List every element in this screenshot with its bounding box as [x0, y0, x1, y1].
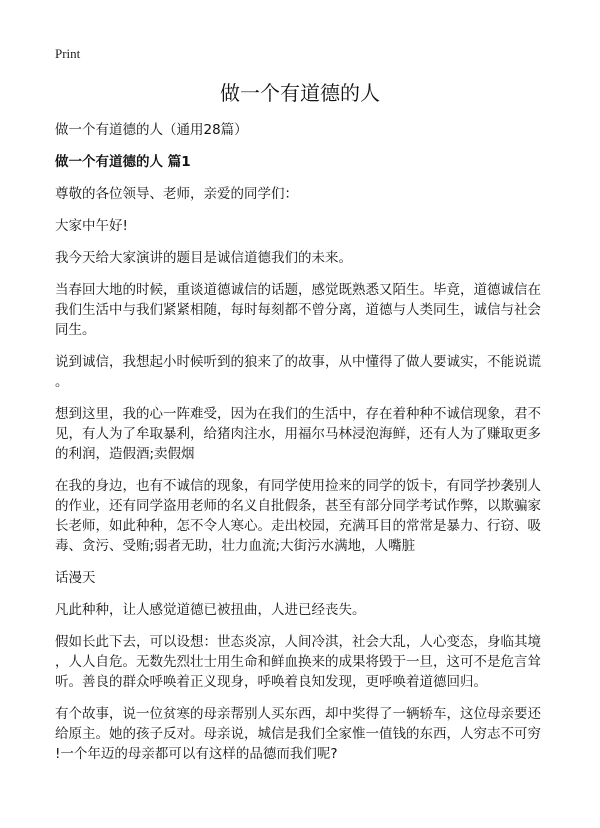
section-heading: 做一个有道德的人 篇1 [55, 154, 191, 170]
paragraph-line: 尊敬的各位领导、老师，亲爱的同学们： [55, 186, 298, 202]
paragraph [55, 568, 565, 588]
paragraph-line: 的作业，还有同学盗用老师的名义自批假条，甚至有部分同学考试作弊，以欺骗家 [55, 498, 541, 514]
print-link[interactable]: Print [55, 46, 81, 61]
paragraph-line: 当春回大地的时候，重谈道德诚信的话题，感觉既熟悉又陌生。毕竟，道德诚信在 [55, 282, 541, 298]
paragraph-line: 给原主。她的孩子反对。母亲说，城信是我们全家惟一值钱的东西，人穷志不可穷 [55, 726, 541, 742]
paragraph [55, 704, 565, 764]
paragraph-line: 的利润，造假酒;卖假烟 [55, 446, 195, 462]
paragraph-line: 在我的身边，也有不诚信的现象，有同学使用捡来的同学的饭卡，有同学抄袭别人 [55, 478, 541, 494]
paragraph [55, 280, 565, 340]
paragraph [55, 216, 565, 236]
paragraphs [55, 184, 565, 764]
paragraph [55, 600, 565, 620]
paragraph-line: 长老师，如此种种，怎不令人寒心。走出校园，充满耳目的常常是暴力、行窃、吸 [55, 518, 541, 534]
paragraph-line: 想到这里，我的心一阵难受，因为在我们的生活中，存在着种种不诚信现象，君不 [55, 406, 541, 422]
paragraph-line: 。 [55, 374, 69, 390]
document-body [55, 120, 565, 776]
paragraph-line: 同生。 [55, 322, 96, 338]
paragraph [55, 476, 565, 556]
document-subtitle: 做一个有道德的人（通用28篇） [55, 122, 248, 138]
paragraph-line: 见，有人为了牟取暴利，给猪肉注水，用福尔马林浸泡海鲜，还有人为了赚取更多 [55, 426, 541, 442]
paragraph [55, 248, 565, 268]
paragraph-line: 大家中午好! [55, 218, 128, 234]
paragraph-line: ，人人自危。无数先烈壮士用生命和鲜血换来的成果将毁于一旦，这可不是危言耸 [55, 654, 541, 670]
paragraph-line: 说到诚信，我想起小时候听到的狼来了的故事，从中懂得了做人要诚实，不能说谎 [55, 354, 541, 370]
paragraph-line: 假如长此下去，可以设想：世态炎凉，人间冷淇，社会大乱，人心变态，身临其境 [55, 634, 541, 650]
paragraph-line: 毒、贪污、受贿;弱者无助，壮力血流;大街污水满地，人嘴脏 [55, 538, 416, 554]
paragraph [55, 352, 565, 392]
paragraph [55, 404, 565, 464]
paragraph-line: 凡此种种，让人感觉道德已被扭曲，人进已经丧失。 [55, 602, 366, 618]
paragraph-line: 有个故事，说一位贫寒的母亲帮别人买东西，却中奖得了一辆轿车，这位母亲要还 [55, 706, 541, 722]
paragraph-line: !一个年迈的母亲都可以有这样的品德而我们呢? [55, 746, 338, 762]
paragraph-line: 话漫天 [55, 570, 96, 586]
paragraph-line: 听。善良的群众呼唤着正义现身，呼唤着良知发现，更呼唤着道德回归。 [55, 674, 487, 690]
paragraph-line: 我今天给大家演讲的题目是诚信道德我们的未来。 [55, 250, 352, 266]
document-title: 做一个有道德的人 [220, 81, 380, 105]
paragraph-line: 我们生活中与我们紧紧相随，每时每刻都不曾分离，道德与人类同生，诚信与社会 [55, 302, 541, 318]
paragraph [55, 632, 565, 692]
paragraph [55, 184, 565, 204]
